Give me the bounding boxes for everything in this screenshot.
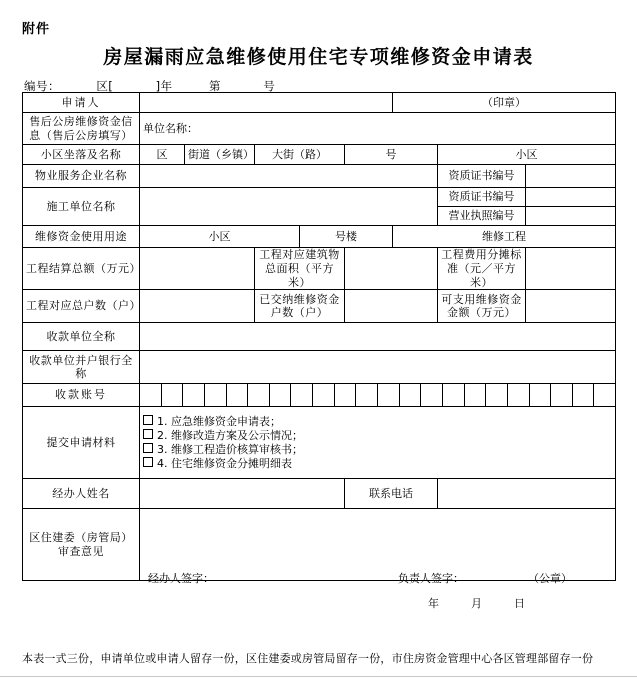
- construction-unit-value[interactable]: [140, 188, 438, 226]
- number-prefix: 编号：: [24, 79, 60, 93]
- page-title: 房屋漏雨应急维修使用住宅专项维修资金申请表: [103, 46, 534, 68]
- table-row: [23, 93, 616, 113]
- account-digit-box[interactable]: [486, 384, 508, 406]
- account-digit-box[interactable]: [356, 384, 378, 406]
- property-company-value[interactable]: [140, 165, 438, 188]
- review-opinion-label: 区住建委（房管局）审查意见: [23, 509, 140, 581]
- account-digit-box[interactable]: [378, 384, 400, 406]
- table-row: [23, 145, 616, 165]
- account-digit-box[interactable]: [400, 384, 422, 406]
- fund-usage-project: 维修工程: [393, 226, 616, 248]
- date-month-label: 月: [471, 596, 483, 610]
- signature-date-line: [428, 597, 526, 611]
- checkbox-icon[interactable]: [143, 457, 153, 467]
- number-district: 区[: [96, 79, 114, 93]
- total-amount-label: 工程结算总额（万元）: [23, 248, 140, 290]
- handler-signature-label: 经办人签字：: [148, 571, 214, 585]
- payee-full-name-value[interactable]: [140, 323, 616, 351]
- qualification-cert-value-2[interactable]: [526, 188, 616, 207]
- property-company-label: 物业服务企业名称: [23, 165, 140, 188]
- date-year-label: 年: [428, 596, 440, 610]
- applicant-value-cell[interactable]: [140, 93, 393, 113]
- account-number-boxes[interactable]: [140, 384, 615, 406]
- construction-unit-label: 施工单位名称: [23, 188, 140, 226]
- table-row: [23, 407, 616, 479]
- table-row: [23, 165, 616, 188]
- account-digit-box[interactable]: [530, 384, 552, 406]
- paid-households-label: 已交纳维修资金户数（户）: [255, 290, 345, 323]
- business-license-value[interactable]: [526, 207, 616, 226]
- business-license-label: 营业执照编号: [438, 207, 526, 226]
- account-digit-box[interactable]: [551, 384, 573, 406]
- cost-standard-value[interactable]: [526, 248, 616, 290]
- account-digit-box[interactable]: [291, 384, 313, 406]
- table-row: [23, 226, 616, 248]
- table-row: [23, 509, 616, 581]
- fund-usage-label: 维修资金使用用途: [23, 226, 140, 248]
- account-digit-box[interactable]: [270, 384, 292, 406]
- account-digit-box[interactable]: [335, 384, 357, 406]
- material-item[interactable]: [143, 429, 612, 443]
- account-digit-box[interactable]: [313, 384, 335, 406]
- account-digit-box[interactable]: [205, 384, 227, 406]
- shared-area-value[interactable]: [345, 248, 438, 290]
- paid-households-value[interactable]: [345, 290, 438, 323]
- payee-bank-label: 收款单位并户银行全称: [23, 351, 140, 384]
- qualification-cert-label-1: 资质证书编号: [438, 165, 526, 188]
- account-digit-box[interactable]: [421, 384, 443, 406]
- bottom-divider: [0, 676, 637, 677]
- material-item-label: 2. 维修改造方案及公示情况；: [157, 429, 303, 442]
- cost-standard-label: 工程费用分摊标准（元／平方米）: [438, 248, 526, 290]
- address-community-label: 小区: [438, 145, 616, 165]
- table-row: [23, 323, 616, 351]
- responsible-signature-label: 负责人签字：: [398, 571, 464, 585]
- payee-bank-value[interactable]: [140, 351, 616, 384]
- qualification-cert-label-2: 资质证书编号: [438, 188, 526, 207]
- table-row: [23, 188, 616, 207]
- official-seal-label: （公章）: [528, 571, 572, 585]
- footnote: 本表一式三份，申请单位或申请人留存一份，区住建委或房管局留存一份，市住房资金管理中心各区管理部留存一份: [22, 652, 594, 665]
- address-road-label: 大街（路）: [255, 145, 345, 165]
- qualification-cert-value-1[interactable]: [526, 165, 616, 188]
- shared-area-label: 工程对应建筑物总面积（平方米）: [255, 248, 345, 290]
- account-digit-box[interactable]: [140, 384, 162, 406]
- materials-checklist: [140, 407, 616, 479]
- community-address-label: 小区坐落及名称: [23, 145, 140, 165]
- number-sequence: 第: [208, 79, 221, 93]
- applicant-seal-label: （印章）: [393, 93, 616, 113]
- material-item-label: 4. 住宅维修资金分摊明细表: [157, 456, 292, 470]
- payee-full-name-label: 收款单位全称: [23, 323, 140, 351]
- sold-public-housing-label: 售后公房维修资金信息（售后公房填写）: [23, 113, 140, 145]
- account-digit-box[interactable]: [465, 384, 487, 406]
- number-suffix: 号: [263, 79, 276, 93]
- account-digit-box[interactable]: [594, 384, 615, 406]
- attachment-label: 附件: [22, 22, 51, 37]
- material-item[interactable]: [143, 457, 612, 471]
- address-street-label: 街道（乡镇）: [185, 145, 255, 165]
- payee-account-label: 收款账号: [23, 384, 140, 407]
- materials-label: 提交申请材料: [23, 407, 140, 479]
- table-row: [23, 113, 616, 145]
- material-item[interactable]: [143, 443, 612, 457]
- checkbox-icon[interactable]: [143, 415, 153, 425]
- table-row: [23, 384, 616, 407]
- total-households-value[interactable]: [140, 290, 255, 323]
- total-households-label: 工程对应总户数（户）: [23, 290, 140, 323]
- account-digit-box[interactable]: [248, 384, 270, 406]
- available-amount-label: 可支用维修资金金额（万元）: [438, 290, 526, 323]
- unit-name-label[interactable]: 单位名称：: [140, 113, 616, 145]
- available-amount-value[interactable]: [526, 290, 616, 323]
- form-table: [22, 92, 616, 610]
- fund-usage-building: 号楼: [300, 226, 393, 248]
- contact-phone-value[interactable]: [438, 479, 616, 509]
- account-digit-box[interactable]: [227, 384, 249, 406]
- applicant-label: 申请人: [23, 93, 140, 113]
- table-row: [23, 290, 616, 323]
- table-row: [23, 479, 616, 509]
- account-digit-box[interactable]: [162, 384, 184, 406]
- number-bracket-close: ]年: [155, 79, 173, 93]
- table-row: [23, 351, 616, 384]
- contact-phone-label: 联系电话: [345, 479, 438, 509]
- material-item-label: 1. 应急维修资金申请表；: [157, 415, 281, 429]
- table-row: [23, 248, 616, 290]
- account-digit-box[interactable]: [508, 384, 530, 406]
- address-district-label: 区: [140, 145, 185, 165]
- material-item[interactable]: [143, 415, 612, 429]
- account-digit-box[interactable]: [573, 384, 595, 406]
- account-digit-box[interactable]: [443, 384, 465, 406]
- handler-name-value[interactable]: [140, 479, 345, 509]
- fund-usage-community: 小区: [140, 226, 300, 248]
- address-number-label: 号: [345, 145, 438, 165]
- account-digit-box[interactable]: [183, 384, 205, 406]
- date-day-label: 日: [514, 596, 526, 610]
- handler-name-label: 经办人姓名: [23, 479, 140, 509]
- total-amount-value[interactable]: [140, 248, 255, 290]
- material-item-label: 3. 维修工程造价核算审核书；: [157, 442, 303, 456]
- checkbox-icon[interactable]: [143, 443, 153, 453]
- checkbox-icon[interactable]: [143, 429, 153, 439]
